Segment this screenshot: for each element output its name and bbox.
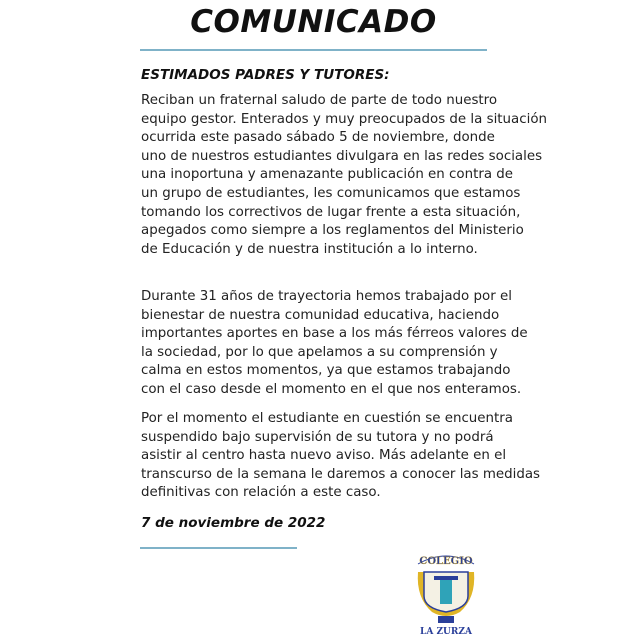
text-line: transcurso de la semana le daremos a conocer las medidas — [141, 466, 541, 482]
svg-text:COLEGIO: COLEGIO — [419, 556, 473, 567]
text-line: con el caso desde el momento en el que nos enteramos. — [141, 381, 522, 397]
text-line: tomando los correctivos de lugar frente a esta situación, — [141, 204, 521, 220]
text-line: una inoportuna y amenazante publicación en contra de — [141, 167, 514, 183]
document-title: COMUNICADO — [190, 4, 437, 40]
text-line: suspendido bajo supervisión de su tutora y no podrá — [141, 429, 494, 445]
text-line: Durante 31 años de trayectoria hemos trabajado por el — [141, 289, 512, 304]
text-line: importantes aportes en base a los más férreos valores de — [141, 326, 528, 342]
text-line: bienestar de nuestra comunidad educativa, haciendo — [141, 307, 500, 323]
text-line: equipo gestor. Enterados y muy preocupados de la situación — [141, 111, 548, 127]
text-line: ocurrida este pasado sábado 5 de noviembre, donde — [141, 130, 495, 146]
date-divider — [140, 547, 297, 549]
text-line: asistir al centro hasta nuevo aviso. Más adelante en el — [141, 448, 507, 464]
text-line: uno de nuestros estudiantes divulgara en las redes sociales — [141, 148, 543, 164]
title-divider — [140, 49, 487, 51]
greeting: ESTIMADOS PADRES Y TUTORES: — [141, 67, 390, 83]
text-line: Reciban un fraternal saludo de parte de todo nuestro — [141, 93, 498, 108]
school-crest-logo — [412, 548, 480, 636]
paragraph-2 — [141, 288, 528, 400]
svg-text:LA ZURZA: LA ZURZA — [420, 627, 472, 636]
text-line: la sociedad, por lo que apelamos a su comprensión y — [141, 344, 498, 360]
document-date: 7 de noviembre de 2022 — [141, 515, 326, 531]
paragraph-1 — [141, 92, 548, 259]
text-line: definitivas con relación a este caso. — [141, 485, 381, 501]
text-line: Por el momento el estudiante en cuestión se encuentra — [141, 411, 513, 426]
paragraph-3 — [141, 410, 541, 503]
text-line: apegados como siempre a los reglamentos del Ministerio — [141, 223, 524, 239]
text-line: de Educación y de nuestra institución a lo interno. — [141, 241, 478, 257]
text-line: calma en estos momentos, ya que estamos trabajando — [141, 363, 511, 379]
text-line: un grupo de estudiantes, les comunicamos que estamos — [141, 185, 521, 201]
